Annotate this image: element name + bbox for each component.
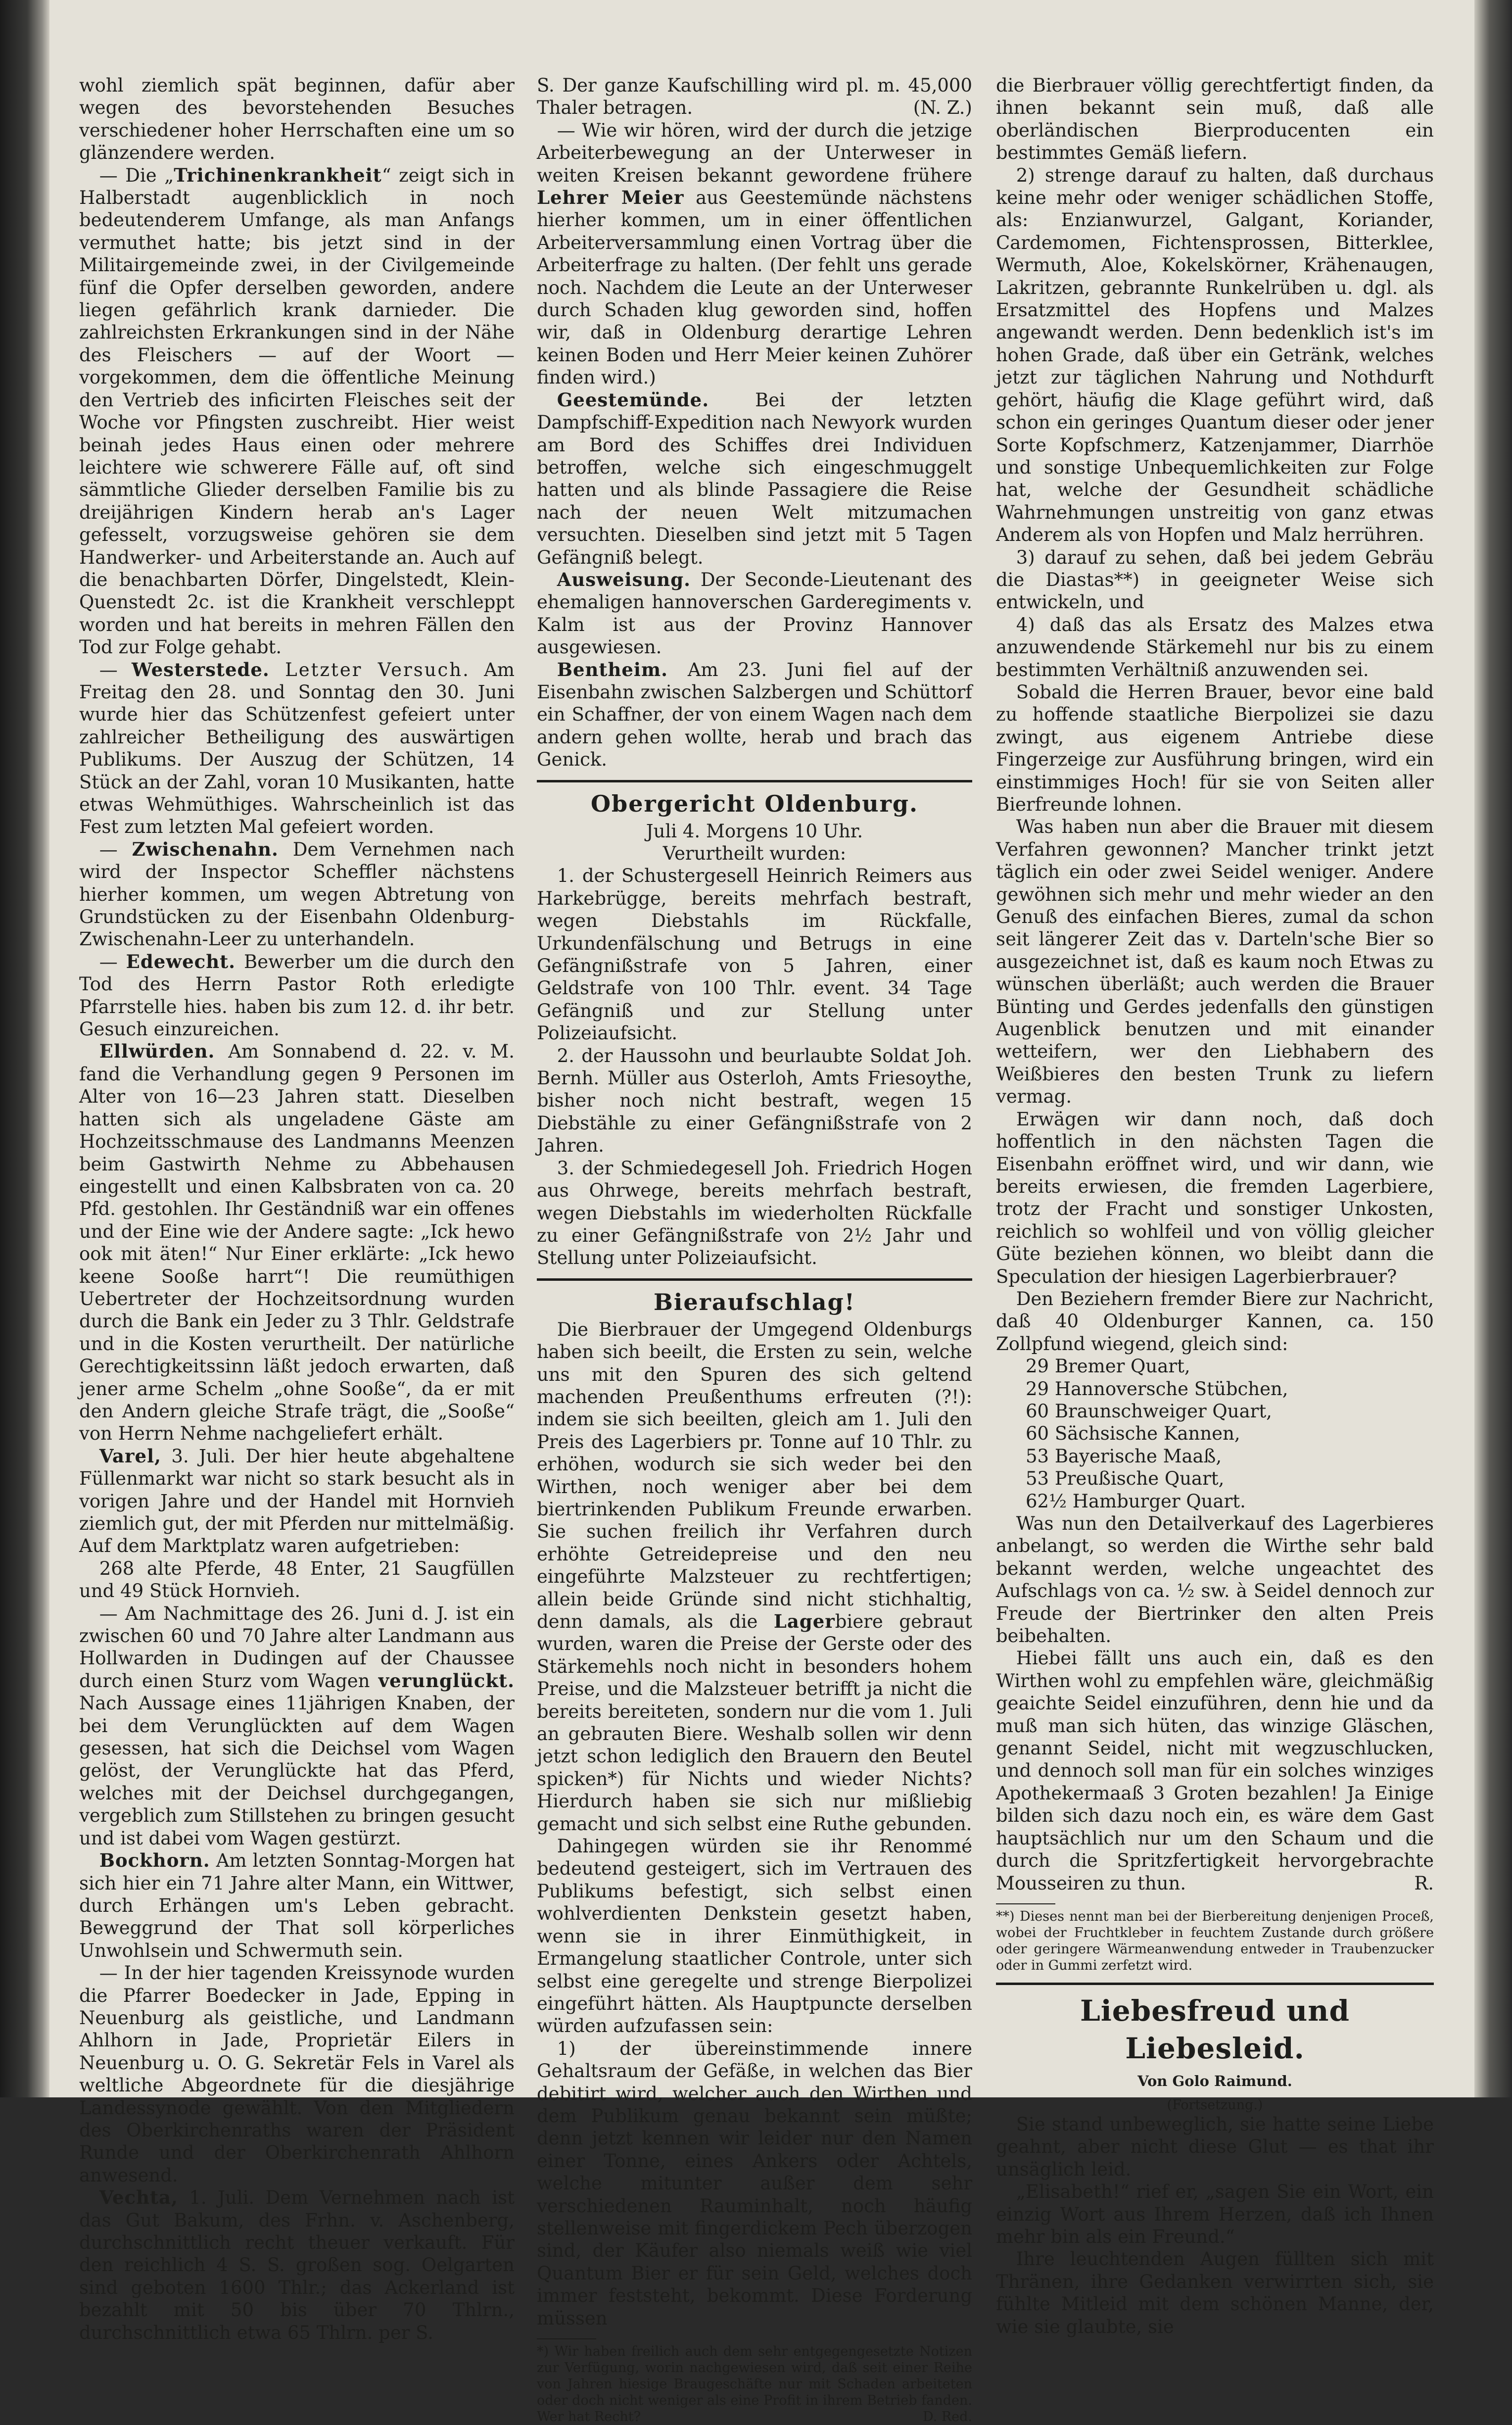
paragraph-varel: Varel, 3. Juli. Der hier heute abgehaltene Füllenmarkt war nicht so stark besucht als in vorigen Jahre und der Handel mit Hornvieh ziemlich gut, der mit Pferden nur mittelmäßig. Auf dem Marktplatz waren aufgetrieben: [79,1445,515,1557]
paragraph-trichinen: — Die „Trichinenkrankheit“ zeigt sich in Halberstadt augenblicklich in noch bedeutenderem Umfange, als man Anfangs vermuthet hatte; bis jetzt sind in der Militairgemeinde zwei, in der Civilgemeinde fünf die Opfer derselben geworden, andere liegen gefährlich krank darnieder. Die zahlreichsten Erkrankungen sind in der Nähe des Fleischers — auf der Woort — vorgekommen, dem die öffentliche Meinung den Vertrieb des inficirten Fleisches seit der Woche vor Pfingsten zuschreibt. Hier weist beinah jedes Haus einen oder mehrere leichtere wie schwerere Fälle auf, oft sind sämmtliche Glieder derselben Familie bis zu dreijährigen Kindern herab an's Lager gefesselt, vorzugsweise gehören sie dem Handwerker- und Arbeiterstande an. Auch auf die benachbarten Dörfer, Dingelstedt, Klein-Quenstedt 2c. ist die Krankheit verschleppt worden und hat bereits in mehren Fällen den Tod zur Folge gehabt. [79,164,515,658]
paragraph-bentheim: Bentheim. Am 23. Juni fiel auf der Eisenbahn zwischen Salzbergen und Schüttorf ein Schaffner, der von einem Wagen nach dem andern gehen wollte, herab und brach das Genick. [537,658,972,771]
paragraph-beer: Sobald die Herren Brauer, bevor eine bald zu hoffende staatliche Bierpolizei sie dazu zwingt, aus eigenem Antriebe diese Fingerzeige zur Ausführung bringen, wird ein einstimmiges Hoch! für sie von Seiten aller Bierfreunde lohnen. [996,681,1434,815]
list-item: 60 Braunschweiger Quart, [1026,1400,1272,1422]
court-verdict: 1. der Schustergesell Heinrich Reimers aus Harkebrügge, bereits mehrfach bestraft, wegen Diebstahls im Rückfalle, Urkundenfälschung und Betrugs in eine Gefängnißstrafe von 5 Jahren, einer Geldstrafe von 100 Thlr. event. 34 Tage Gefängniß und zur Stellung unter Polizeiaufsicht. [537,865,972,1044]
paragraph-zwischenahn: — Zwischenahn. Dem Vernehmen nach wird der Inspector Scheffler nächstens hierher kommen, um wegen Abtretung von Grundstücken zu der Eisenbahn Oldenburg-Zwischenahn-Leer zu unterhandeln. [79,838,515,950]
place-name: Westerstede. [132,658,270,680]
paragraph-beer: 3) darauf zu sehen, daß bei jedem Gebräu die Diastas**) in geeigneter Weise sich entwickeln, und [996,546,1434,613]
list-item: 29 Hannoversche Stübchen, [1026,1378,1288,1400]
place-name: Ellwürden. [99,1040,215,1063]
paragraph-accident: — Am Nachmittage des 26. Juni d. J. ist ein zwischen 60 und 70 Jahre alter Landmann aus Hollwarden in Dudingen auf der Chaussee durch einen Sturz vom Wagen verunglückt. Nach Aussage eines 11jährigen Knaben, der bei dem Verunglückten auf dem Wagen gesessen, hat sich die Deichsel vom Wagen gelöst, der Verunglückte hat das Pferd, welches mit der Deichsel durchgegangen, vergeblich zum Stillstehen zu bringen gesucht und ist dabei vom Wagen gestürzt. [79,1602,515,1849]
place-name: Varel, [99,1445,161,1467]
place-name: Vechta, [99,2186,178,2209]
book-spine [0,0,49,2097]
court-verdict: 2. der Haussohn und beurlaubte Soldat Joh. Bernh. Müller aus Osterloh, Amts Friesoythe, bisher noch nicht bestraft, wegen 15 Diebstähle zu einer Gefängnißstrafe von 2 Jahren. [537,1045,972,1157]
story-paragraph: Ihre leuchtenden Augen füllten sich mit Thränen, ihre Gedanken verwirrten sich, sie fühlte Mitleid mit dem schönen Manne, der, wie sie glaubte, sie [996,2248,1434,2337]
list-item: 60 Sächsische Kannen, [1026,1423,1240,1445]
measure-list [996,1355,1434,1512]
paragraph-beer: 2) strenge darauf zu halten, daß durchaus keine mehr oder weniger schädlichen Stoffe, als: Enzianwurzel, Galgant, Koriander, Cardemomen, Fichtensprossen, Bitterklee, Wermuth, Aloe, Kokelskörner, Krähenaugen, Lakritzen, gebrannte Runkelrüben u. dgl. als Ersatzmittel des Hopfens und Malzes angewandt werden. Denn bedenklich ist's im hohen Grade, daß über ein Getränk, welches jetzt zur täglichen Nahrung und Nothdurft gehört, häufig die Klage geführt wird, daß schon ein geringes Quantum dieser oder jener Sorte Kopfschmerz, Katzenjammer, Diarrhöe und sonstige Unbequemlichkeiten zur Folge hat, welche der Gesundheit schädliche Wahrnehmungen unstreitig von ganz etwas Anderem als von Hopfen und Malz herrühren. [996,164,1434,546]
story-paragraph: „Elisabeth!“ rief er, „sagen Sie ein Wort, ein einzig Wort aus Ihrem Herzen, daß ich Ihnen mehr bin als ein Freund.“ [996,2181,1434,2247]
place-name: Edewecht. [126,950,236,972]
court-date: Juli 4. Morgens 10 Uhr. [646,820,863,842]
page-edge-shadow [1474,0,1512,2097]
section-divider [537,1278,972,1281]
headline-keyword: Lehrer Meier [537,187,684,209]
paragraph-beer: Den Beziehern fremder Biere zur Nachricht, daß 40 Oldenburger Kannen, ca. 150 Zollpfund wiegend, gleich sind: [996,1288,1434,1355]
column-3 [996,74,1434,2338]
list-item: 53 Bayerische Maaß, [1026,1445,1222,1467]
paragraph-edewecht: — Edewecht. Bewerber um die durch den Tod des Herrn Pastor Roth erledigte Pfarrstelle hies. haben bis zum 12. d. ihr betr. Gesuch einzureichen. [79,950,515,1040]
paragraph: S. Der ganze Kaufschilling wird pl. m. 45,000 Thaler betragen. (N. Z.) [537,75,972,119]
paragraph: wohl ziemlich spät beginnen, dafür aber wegen des bevorstehenden Besuches verschiedener hoher Herrschaften eine um so glänzendere werden. [79,75,515,164]
footnote-signature: D. Red. [922,2409,972,2425]
footnote-divider [996,1903,1055,1904]
section-heading-beer: Bieraufschlag! [654,1288,855,1315]
list-item: 29 Bremer Quart, [1026,1356,1190,1377]
paragraph-beer: 1) der übereinstimmende innere Gehaltsraum der Gefäße, in welchen das Bier debitirt wird, welcher auch den Wirthen und dem Publikum genau bekannt sein müßte; denn jetzt kennen wir leider nur den Namen einer Tonne, eines Ankers oder Achtels, welche mitunter außer dem sehr verschiedenen Rauminhalt, noch häufig stellenweise mit fingerdickem Pech überzogen sind, der Käufer also niemals weiß wie viel Quantum Bier er für sein Geld, welches doch immer feststeht, bekommt. Diese Forderung müssen [537,2037,972,2329]
paragraph-beer: Hiebei fällt uns auch ein, daß es den Wirthen wohl zu empfehlen wäre, gleichmäßig geaichte Seidel einzuführen, denn hie und da muß man sich hüten, das winzige Gläschen, genannt Seidel, nicht mit wegzuschlucken, und dennoch soll man für ein solches winziges Apothekermaaß 3 Groten bezahlen! Ja Einige bilden sich dazu noch ein, es wäre dem Gast hauptsächlich nur um den Schaum und die durch die Spritzfertigkeit hervorgebrachte Mousseiren zu thun. R. [996,1648,1434,1894]
paragraph-ellwuerden: Ellwürden. Am Sonnabend d. 22. v. M. fand die Verhandlung gegen 9 Personen im Alter von 16—23 Jahren statt. Dieselben hatten sich als ungeladene Gäste am Hochzeitsschmause des Landmanns Meenzen beim Gastwirth Nehme zu Abbehausen eingestellt und einen Kalbsbraten von ca. 20 Pfd. gestohlen. Ihr Geständniß war ein offenes und der Eine wie der Andere sagte: „Ick hewo ook mit äten!“ Nur Einer erklärte: „Ick hewo keene Sooße harrt“! Die reumüthigen Uebertreter der Hochzeitsordnung wurden durch die Bank ein Jeder zu 3 Thlr. Geldstrafe und in die Kosten verurtheilt. Der natürliche Gerechtigkeitssinn läßt jedoch erwarten, daß jener arme Schelm „ohne Sooße“, da er mit den Andern gleiche Strafe trägt, die „Sooße“ von Herrn Nehme nachgeliefert erhält. [79,1040,515,1445]
paragraph-ausweisung: Ausweisung. Der Seconde-Lieutenant des ehemaligen hannoverschen Garderegiments v. Kalm ist aus der Provinz Hannover ausgewiesen. [537,568,972,658]
story-title: Liebesfreud und Liebesleid. [1080,1993,1350,2065]
paragraph-beer: Erwägen wir dann noch, daß doch hoffentlich in den nächsten Tagen die Eisenbahn eröffnet wird, und wir dann, wie bereits erwiesen, die fremden Lagerbiere, trotz der Fracht und sonstiger Unkosten, reichlich so wohlfeil und von völlig gleicher Güte beziehen können, wo bleibt dann die Speculation der hiesigen Lagerbierbrauer? [996,1108,1434,1287]
column-1 [79,74,515,2344]
section-divider [996,1983,1434,1985]
source-note: (N. Z.) [913,97,972,119]
paragraph-beer: Dahingegen würden sie ihr Renommé bedeutend gesteigert, sich im Vertrauen des Publikums befestigt, sich selbst einen wohlverdienten Denkstein gesetzt haben, wenn sie in ihrer Einmüthigkeit, in Ermangelung staatlicher Controle, unter sich selbst eine geregelte und strenge Bierpolizei eingeführt hätten. Als Hauptpuncte derselben würden aufzufassen sein: [537,1836,972,2037]
paragraph-beer: Was haben nun aber die Brauer mit diesem Verfahren gewonnen? Mancher trinkt jetzt täglich ein oder zwei Seidel weniger. Andere gewöhnen sich mehr und mehr wieder an den Genuß des einfachen Bieres, zumal da schon seit längerer Zeit das v. Darteln'sche Bier so ausgezeichnet ist, daß es kaum noch Etwas zu wünschen überläßt; auch werden die Brauer Bünting und Gerdes jedenfalls den günstigen Augenblick benutzen und mit einander wetteifern, wer den Liebhabern des Weißbieres den besten Trunk zu liefern vermag. [996,816,1434,1108]
court-subheading: Verurtheilt wurden: [662,843,847,864]
list-item: 62½ Hamburger Quart. [1026,1490,1246,1512]
story-paragraph: Sie stand unbeweglich, sie hatte seine Liebe geahnt, aber nicht diese Glut — es that ihr unsäglich leid. [996,2113,1434,2180]
paragraph-bockhorn: Bockhorn. Am letzten Sonntag-Morgen hat sich hier ein 71 Jahre alter Mann, ein Wittwer, durch Erhängen um's Leben gebracht. Beweggrund der That soll körperliches Unwohlsein und Schwermuth sein. [79,1849,515,1961]
headline-keyword: Ausweisung. [557,568,691,590]
footnote: *) Wir haben freilich auch dem sehr entgegengesetzte Notizen zur Verfügung, worin nachgewiesen wird, daß seit einer Reihe von Jahren hiesige Braugeschäfte nur mit Schaden arbeiteten oder doch nicht weniger als eine Profit in ihrem Betrieb fanden. Wer hat Recht? D. Red. [537,2344,972,2425]
section-divider [537,780,972,782]
section-heading-court: Obergericht Oldenburg. [590,790,919,817]
place-name: Zwischenahn. [132,838,279,860]
paragraph-beer: Die Bierbrauer der Umgegend Oldenburgs haben sich beeilt, die Ersten zu sein, welche uns mit den Spuren des sich geltend machenden Preußenthums erfreuten (?!): indem sie sich beeilten, gleich am 1. Juli den Preis des Lagerbiers pr. Tonne auf 10 Thlr. zu erhöhen, wodurch sie sich weder bei den Wirthen, noch weniger aber bei dem biertrinkenden Publikum Freunde erwarben. Sie suchen freilich ihr Verfahren durch erhöhte Getreidepreise und den neu eingeführte Malzsteuer zu rechtfertigen; allein beide Gründe sind nicht stichhaltig, denn damals, als die Lagerbiere gebraut wurden, waren die Preise der Gerste oder des Stärkemehls noch nicht in besonders hohem Preise, und die Malzsteuer betrifft ja nicht die bereits bereiteten, sondern nur die vom 1. Juli an gebrauten Biere. Weshalb sollen wir denn jetzt schon lediglich den Brauern den Beutel spicken*) für Nichts und wieder Nichts? Hierdurch haben sie sich nur mißliebig gemacht und sich selbst eine Ruthe gebunden. [537,1318,972,1835]
paragraph-beer: 4) daß das als Ersatz des Malzes etwa anzuwendende Stärkemehl nur bis zu einem bestimmten Verhältniß anzuwenden sei. [996,614,1434,680]
place-name: Bockhorn. [99,1849,210,1872]
headline-keyword: verunglückt. [378,1669,515,1692]
paragraph-geestemuende: Geestemünde. Bei der letzten Dampfschiff-Expedition nach Newyork wurden am Bord des Schiffes drei Individuen betroffen, welche sich eingeschmuggelt hatten und als blinde Passagiere die Reise nach der neuen Welt mitzumachen versuchten. Dieselben sind jetzt mit 5 Tagen Gefängniß belegt. [537,388,972,568]
column-2 [537,74,972,2425]
paragraph-beer: die Bierbrauer völlig gerechtfertigt finden, da ihnen bekannt sein muß, daß alle oberländischen Bierproducenten ein bestimmtes Gemäß liefern. [996,75,1434,164]
paragraph: 268 alte Pferde, 48 Enter, 21 Saugfüllen und 49 Stück Hornvieh. [79,1557,515,1602]
paragraph-lehrer-meier: — Wie wir hören, wird der durch die jetzige Arbeiterbewegung an der Unterweser in weiten Kreisen bekannt gewordene frühere Lehrer Meier aus Geestemünde nächstens hierher kommen, um in einer öffentlichen Arbeiterversammlung einen Vortrag über die Arbeiterfrage zu halten. (Der fehlt uns gerade noch. Nachdem die Leute an der Unterweser durch Schaden klug geworden sind, hoffen wir, daß in Oldenburg derartige Lehren keinen Boden und Herr Meier keinen Zuhörer finden wird.) [537,119,972,388]
headline-keyword: Trichinenkrankheit [174,164,382,186]
paragraph-vechta: Vechta, 1. Juli. Dem Vernehmen nach ist das Gut Bakum, des Frhn. v. Aschenberg, durchschnittlich recht theuer verkauft. Für den reichlich 4 S. S. großen sog. Oelgarten sind geboten 1600 Thlr.; das Ackerland ist bezahlt mit 50 bis über 70 Thlrn., durchschnittlich etwa 65 Thlrn. per S. [79,2186,515,2343]
place-name: Bentheim. [557,658,668,680]
footnote-divider [537,2338,596,2339]
headline-keyword: Lager [773,1610,835,1632]
list-item: 53 Preußische Quart, [1026,1468,1225,1490]
story-byline: Von Golo Raimund. [1137,2072,1292,2089]
story-continuation-note: (Fortsetzung.) [1167,2097,1263,2113]
article-signature: R. [1414,1872,1434,1894]
paragraph-beer: Was nun den Detailverkauf des Lagerbieres anbelangt, so werden die Wirthe sehr bald bekannt werden, welche ungeachtet des Aufschlags von ca. ½ sw. à Seidel dennoch zur Freude der Biertrinker den alten Preis beibehalten. [996,1513,1434,1647]
paragraph: — In der hier tagenden Kreissynode wurden die Pfarrer Boedecker in Jade, Epping in Neuenburg als geistliche, und Landmann Ahlhorn in Jade, Proprietär Eilers in Neuenburg u. O. G. Sekretär Fels in Varel als weltliche Abgeordnete für die diesjährige Landessynode gewählt. Von den Mitgliedern des Oberkirchenraths waren der Präsident Runde und der Oberkirchenrath Ahlhorn anwesend. [79,1962,515,2186]
footnote: **) Dieses nennt man bei der Bierbereitung denjenigen Proceß, wobei der Fruchtkleber in feuchtem Zustande durch größere oder geringere Wärmeanwendung entweder in Traubenzucker oder in Gummi zerfetzt wird. [996,1908,1434,1973]
court-verdict: 3. der Schmiedegesell Joh. Friedrich Hogen aus Ohrwege, bereits mehrfach bestraft, wegen Diebstahls im wiederholten Rückfalle zu einer Gefängnißstrafe von 2½ Jahr und Stellung unter Polizeiaufsicht. [537,1157,972,1269]
place-name: Geestemünde. [557,388,709,411]
paragraph-westerstede: — Westerstede. Letzter Versuch. Am Freitag den 28. und Sonntag den 30. Juni wurde hier das Schützenfest gefeiert unter zahlreicher Betheiligung des auswärtigen Publikums. Der Auszug der Schützen, 14 Stück an der Zahl, voran 10 Musikanten, hatte etwas Wehmüthiges. Wahrscheinlich ist das Fest zum letzten Mal gefeiert worden. [79,658,515,838]
